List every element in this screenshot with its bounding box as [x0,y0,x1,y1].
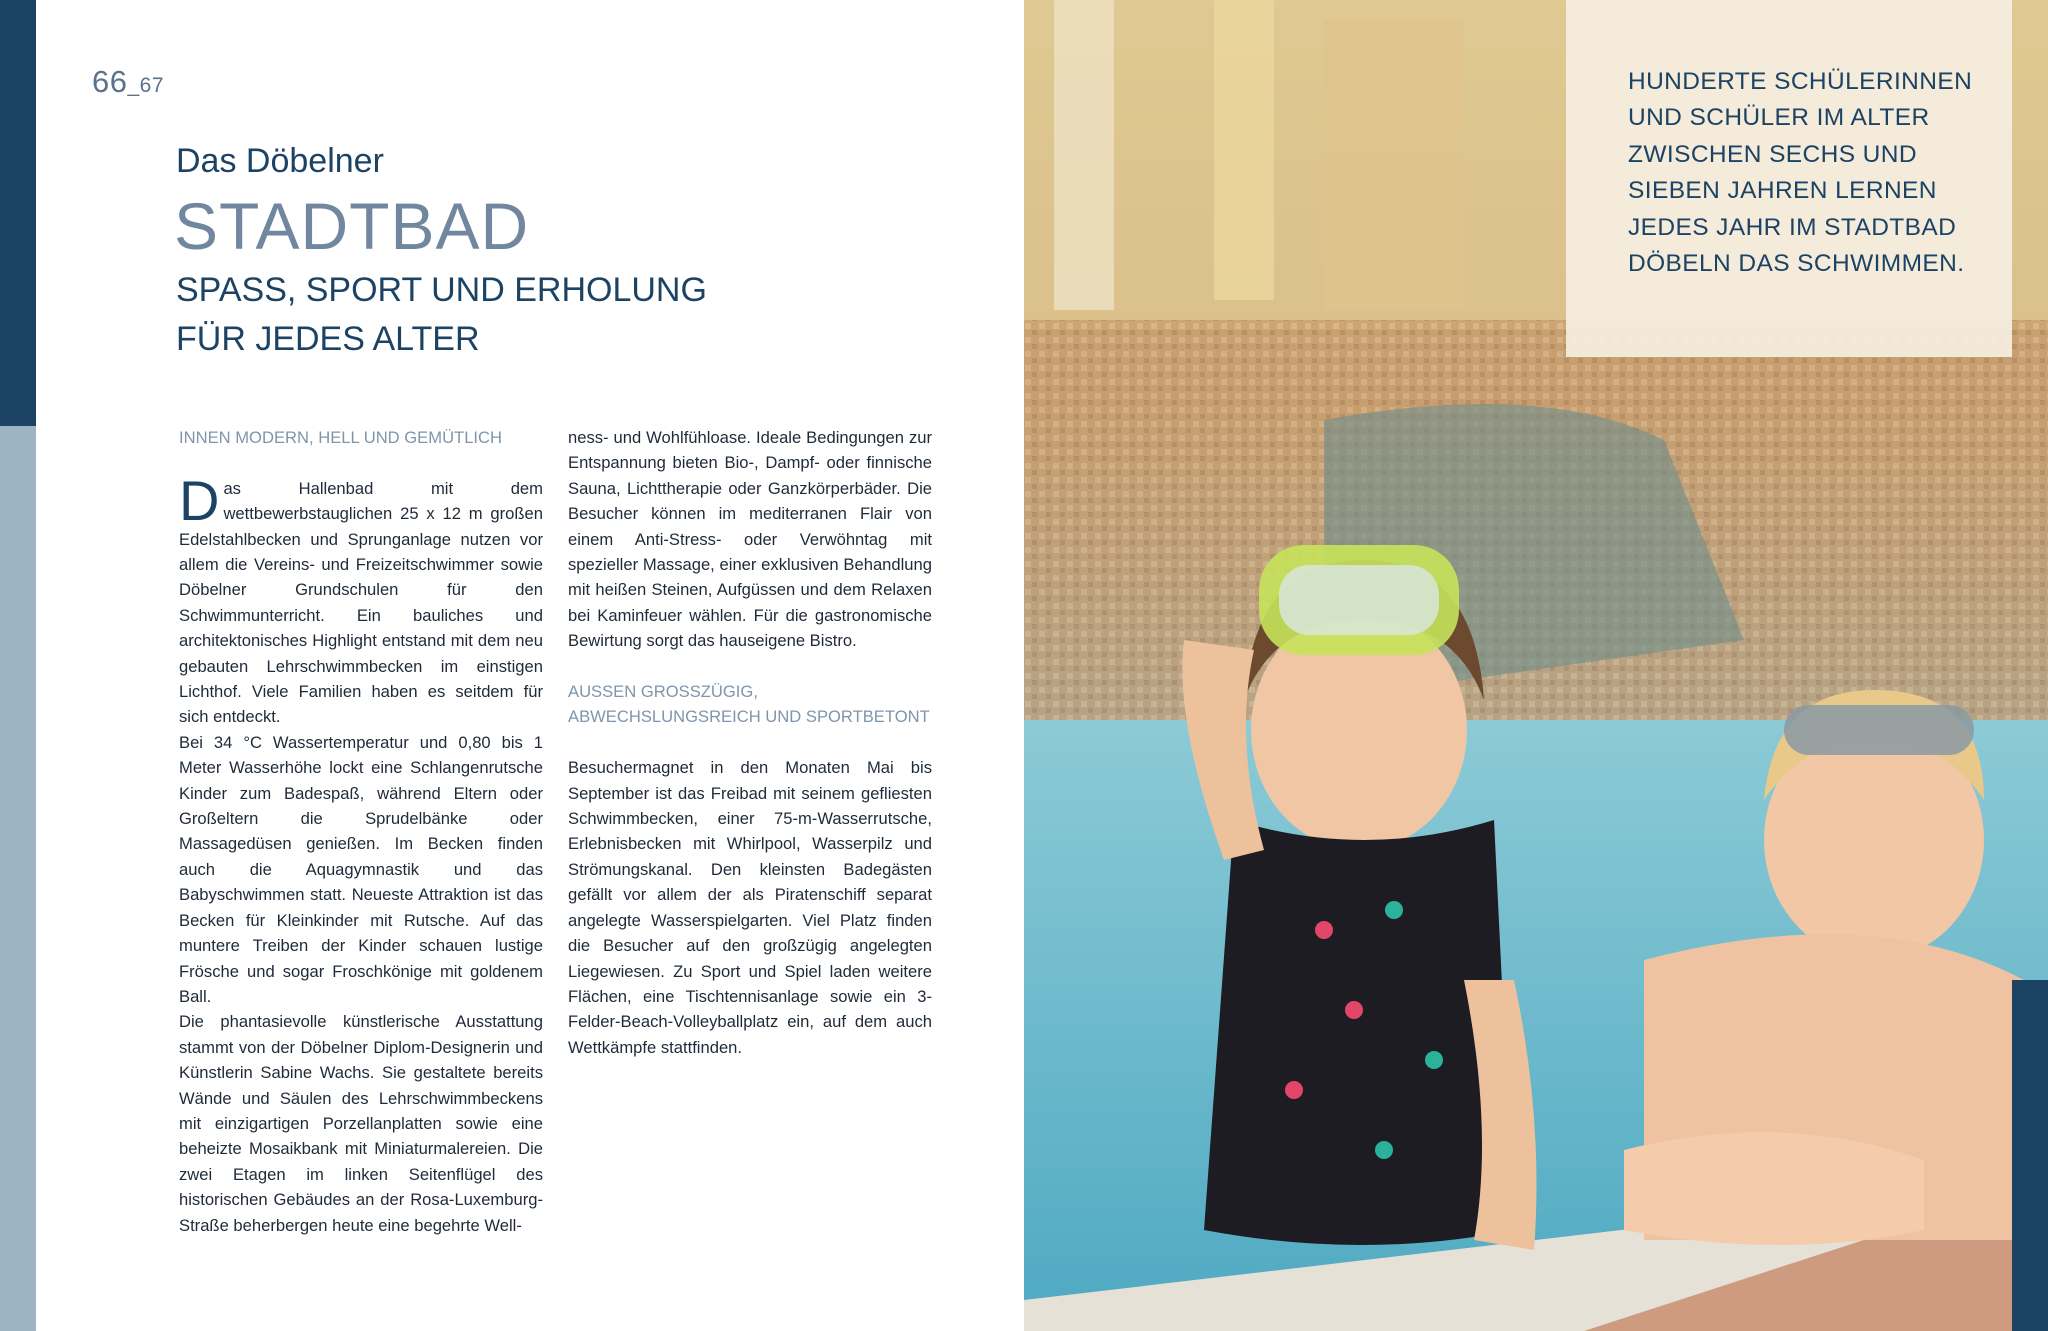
subtitle-line-2: FÜR JEDES ALTER [176,320,480,358]
article-kicker: Das Döbelner [176,142,384,180]
article-subtitle [176,266,707,364]
pull-quote-box [1566,0,2012,357]
paragraph-water: Bei 34 °C Wassertemperatur und 0,80 bis 1 Meter Wasserhöhe lockt eine Schlangenrutsche Kinder zum Badespaß, während Eltern oder Großeltern die Sprudelbänke oder Massagedüsen genießen. Im Becken finden auch die Aquagymnastik und das Babyschwimmen statt. Neueste Attraktion ist das Becken für Kleinkinder mit Rutsche. Auf das muntere Treiben der Kinder schauen lustige Frösche und sogar Froschkönige mit goldenem Ball. [179,732,543,1006]
right-edge-bar [2012,980,2048,1331]
paragraph-outdoor: Besuchermagnet in den Monaten Mai bis September ist das Freibad mit seinem gefliesten Schwimmbecken, einer 75-m-Wasserrutsche, Erlebnisbecken mit Whirlpool, Wasserpilz und Strömungskanal. Den kleinsten Badegästen gefällt vor allem der als Piratenschiff separat angelegte Wasserspielgarten. Viel Platz finden die Besucher auf den großzügig angelegten Liegewiesen. Zu Sport und Spiel laden weitere Flächen, eine Tischtennisanlage sowie ein 3-Felder-Beach-Volleyballplatz ein, auf dem auch Wettkämpfe stattfinden. [568,758,932,1057]
drop-cap: D [179,468,220,532]
subtitle-line-1: SPASS, SPORT UND ERHOLUNG [176,271,707,309]
section-heading-outdoor: AUSSEN GROSSZÜGIG, ABWECHSLUNGSREICH UND SPORTBETONT [568,682,930,727]
paragraph-wellness: ness- und Wohlfühloase. Ideale Bedingungen zur Entspannung bieten Bio-, Dampf- oder finnische Sauna, Lichttherapie oder Ganzkörperbäder. Die Besucher können im mediterranen Flair von einem Anti-Stress- oder Verwöhntag mit spezieller Massage, einer exklusiven Behandlung mit heißen Steinen, Aufgüssen und dem Relaxen bei Kaminfeuer wählen. Für die gastronomische Bewirtung sorgt das hauseigene Bistro. [568,428,932,651]
text-column-1 [179,425,543,1238]
page-title: STADTBAD [174,189,530,263]
text-column-2 [568,425,932,1060]
paragraph-art: Die phantasievolle künstlerische Ausstattung stammt von der Döbelner Diplom-Designerin und Künstlerin Sabine Wachs. Sie gestaltete bereits Wände und Säulen des Lehrschwimmbeckens mit einzigartigen Porzellanplatten sowie eine beheizte Mosaikbank mit Miniaturmalereien. Die zwei Etagen im linken Seitenflügel des historischen Gebäudes an der Rosa-Luxemburg-Straße beherbergen heute eine begehrte Well- [179,1012,543,1235]
page-number: 66_67 [92,64,165,99]
left-edge-bar-light [0,426,36,1331]
paragraph-intro: Das Hallenbad mit dem wettbewerbstauglichen 25 x 12 m großen Edelstahlbecken und Sprunganlage nutzen vor allem die Vereins- und Freizeitschwimmer sowie Döbelner Grundschulen für den Schwimmunterricht. Ein bauliches und architektonisches Highlight entstand mit dem neu gebauten Lehrschwimmbecken im einstigen Lichthof. Viele Familien haben es seitdem für sich entdeckt. [179,468,543,727]
left-edge-bar-dark [0,0,36,426]
pull-quote-text: HUNDERTE SCHÜLERINNEN UND SCHÜLER IM ALTER ZWISCHEN SECHS UND SIEBEN JAHREN LERNEN JEDES JAHR IM STADTBAD DÖBELN DAS SCHWIMMEN. [1628,68,1973,278]
section-heading-indoor: INNEN MODERN, HELL UND GEMÜTLICH [179,428,502,447]
